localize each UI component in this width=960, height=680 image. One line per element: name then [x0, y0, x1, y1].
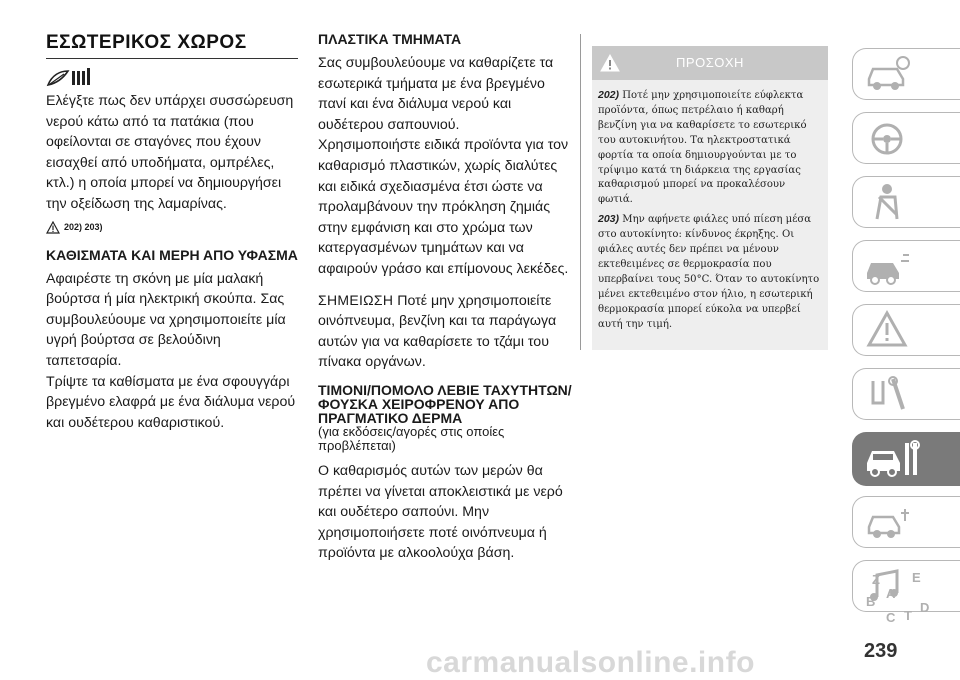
column-left	[46, 32, 298, 433]
warning-reference-text: 202) 203)	[64, 222, 103, 233]
svg-text:A: A	[886, 586, 896, 601]
tab-safety[interactable]	[852, 176, 960, 228]
column-divider	[580, 34, 581, 350]
tab-car-overview[interactable]	[852, 48, 960, 100]
svg-text:T: T	[904, 608, 912, 623]
warning-item-number: 203)	[598, 213, 620, 226]
warning-item-text: Μην αφήνετε φιάλες υπό πίεση μέσα στο αυτοκίνητο: κίνδυνος έκρηξης. Οι φιάλες αυτές δεν πρέπει να μένουν εκτεθειμένες σε θερμοκρασία που υπερβαίνει τους 50°C. Όταν το αυτοκίνητο μένει εκτεθειμένο στον ήλιο, η εσωτερική θερμοκρασία μπορεί εύκολα να υπερβεί αυτή την τιμή.	[598, 214, 820, 330]
paragraph-leather: Ο καθαρισμός αυτών των μερών θα πρέπει να γίνεται αποκλειστικά με νερό και ουδέτερο σαπούνι. Μην χρησιμοποιήσετε ποτέ οινόπνευμα ή προϊόντα με αλκοολούχα βάση.	[318, 462, 563, 562]
note-text: Ποτέ μην χρησιμοποιείτε οινόπνευμα, βενζίνη και τα παράγωγα αυτών για να καθαρίσετε το τζάμι του πίνακα οργάνων.	[318, 292, 557, 371]
warning-item-text: Ποτέ μην χρησιμοποιείτε εύφλεκτα προϊόντα, όπως πετρέλαιο ή καθαρή βενζίνη για να καθαρίσετε το εσωτερικό του αυτοκινήτου. Τα ηλεκτροστατικά φορτία τα οποία δημιουργούνται με το τρίψιμο κατά τη διάρκεια της εργασίας καθαρισμού μπορεί να προκαλέσουν φωτιά.	[598, 90, 807, 206]
warning-body	[592, 80, 828, 333]
paragraph-plastic-cloth: Σας συμβουλεύουμε να καθαρίζετε τα εσωτερικά τμήματα με ένα βρεγμένο πανί και ένα διάλυμα νερού και ουδέτερου σαπουνιού.	[318, 55, 554, 133]
tab-maintenance-care[interactable]	[852, 432, 960, 486]
warning-reference	[46, 221, 298, 234]
tab-emergency[interactable]	[852, 368, 960, 420]
paragraph-seats-dust: Αφαιρέστε τη σκόνη με μία μαλακή βούρτσα ή μία ηλεκτρική σκούπα. Σας συμβουλεύουμε να χρησιμοποιείτε μία υγρή βούρτσα σε βελούδινη ταπετσαρία.	[46, 270, 286, 369]
tab-dashboard[interactable]	[852, 112, 960, 164]
svg-text:B: B	[866, 594, 876, 609]
paragraph-mats: Ελέγξτε πως δεν υπάρχει συσσώρευση νερού κάτω από τα πατάκια (που οφείλονται σε σταγόνες που έχουν εισαχθεί από υποδήματα, ομπρέλες, κτλ.) η οποία μπορεί να δημιουργήσει την οξείδωση της λαμαρίνας.	[46, 93, 294, 212]
tab-starting-driving[interactable]	[852, 240, 960, 292]
eco-leaf-icon	[46, 65, 94, 89]
warning-header	[592, 46, 828, 80]
car-specs-icon	[863, 501, 913, 543]
tab-technical-data[interactable]	[852, 496, 960, 548]
note-label: ΣΗΜΕΙΩΣΗ	[318, 291, 394, 308]
subheading-leather-note: (για εκδόσεις/αγορές στις οποίες προβλέπεται)	[318, 423, 505, 453]
watermark: carmanualsonline.info	[426, 646, 755, 679]
warning-title: ΠΡΟΣΟΧΗ	[676, 55, 744, 70]
tab-index[interactable]	[852, 564, 960, 626]
alphabet-index-icon	[862, 568, 932, 628]
warning-box	[592, 46, 828, 350]
steering-wheel-icon	[863, 117, 913, 159]
svg-text:Z: Z	[872, 572, 880, 587]
paragraph-seats-sponge: Τρίψτε τα καθίσματα με ένα σφουγγάρι βρεγμένο ελαφρά με ένα διάλυμα νερού και ουδέτερου καθαριστικού.	[46, 373, 296, 431]
warning-item	[598, 88, 822, 208]
seatbelt-icon	[863, 181, 913, 223]
subheading-leather: ΤΙΜΟΝΙ/ΠΟΜΟΛΟ ΛΕΒΙΕ ΤΑΧΥΤΗΤΩΝ/ΦΟΥΣΚΑ ΧΕΙΡΟΦΡΕΝΟΥ ΑΠΟ ΠΡΑΓΜΑΤΙΚΟ ΔΕΡΜΑ	[318, 381, 572, 426]
svg-text:C: C	[886, 610, 896, 625]
note-paragraph	[318, 290, 576, 373]
emergency-tools-icon	[863, 373, 913, 415]
subheading-seats: ΚΑΘΙΣΜΑΤΑ ΚΑΙ ΜΕΡΗ ΑΠΟ ΥΦΑΣΜΑ	[46, 246, 298, 263]
car-driving-icon	[863, 245, 913, 287]
warning-triangle-icon	[46, 221, 60, 234]
svg-text:D: D	[920, 600, 930, 615]
car-info-icon	[863, 53, 913, 95]
warning-lights-icon	[863, 309, 913, 351]
subheading-plastic: ΠΛΑΣΤΙΚΑ ΤΜΗΜΑΤΑ	[318, 31, 462, 47]
svg-text:E: E	[912, 570, 921, 585]
warning-item-number: 202)	[598, 89, 620, 101]
eco-icon-row	[46, 65, 298, 91]
page-number: 239	[864, 640, 898, 662]
warning-item	[598, 212, 822, 332]
paragraph-plastic-products: Χρησιμοποιήστε ειδικά προϊόντα για τον καθαρισμό πλαστικών, χωρίς διαλύτες και ειδικά σχεδιασμένα έτσι ώστε να προλαμβάνουν την πρόκληση ζημιάς στην εμφάνιση και στο χρώμα των κατεργασμένων τμημάτων και να αφαιρούν γράσο και επίμονους λεκέδες.	[318, 137, 569, 277]
column-middle	[318, 32, 576, 564]
tab-warning-lights[interactable]	[852, 304, 960, 356]
title-divider	[46, 58, 298, 59]
car-wrench-icon	[863, 437, 923, 481]
section-title: ΕΣΩΤΕΡΙΚΟΣ ΧΩΡΟΣ	[46, 32, 247, 53]
